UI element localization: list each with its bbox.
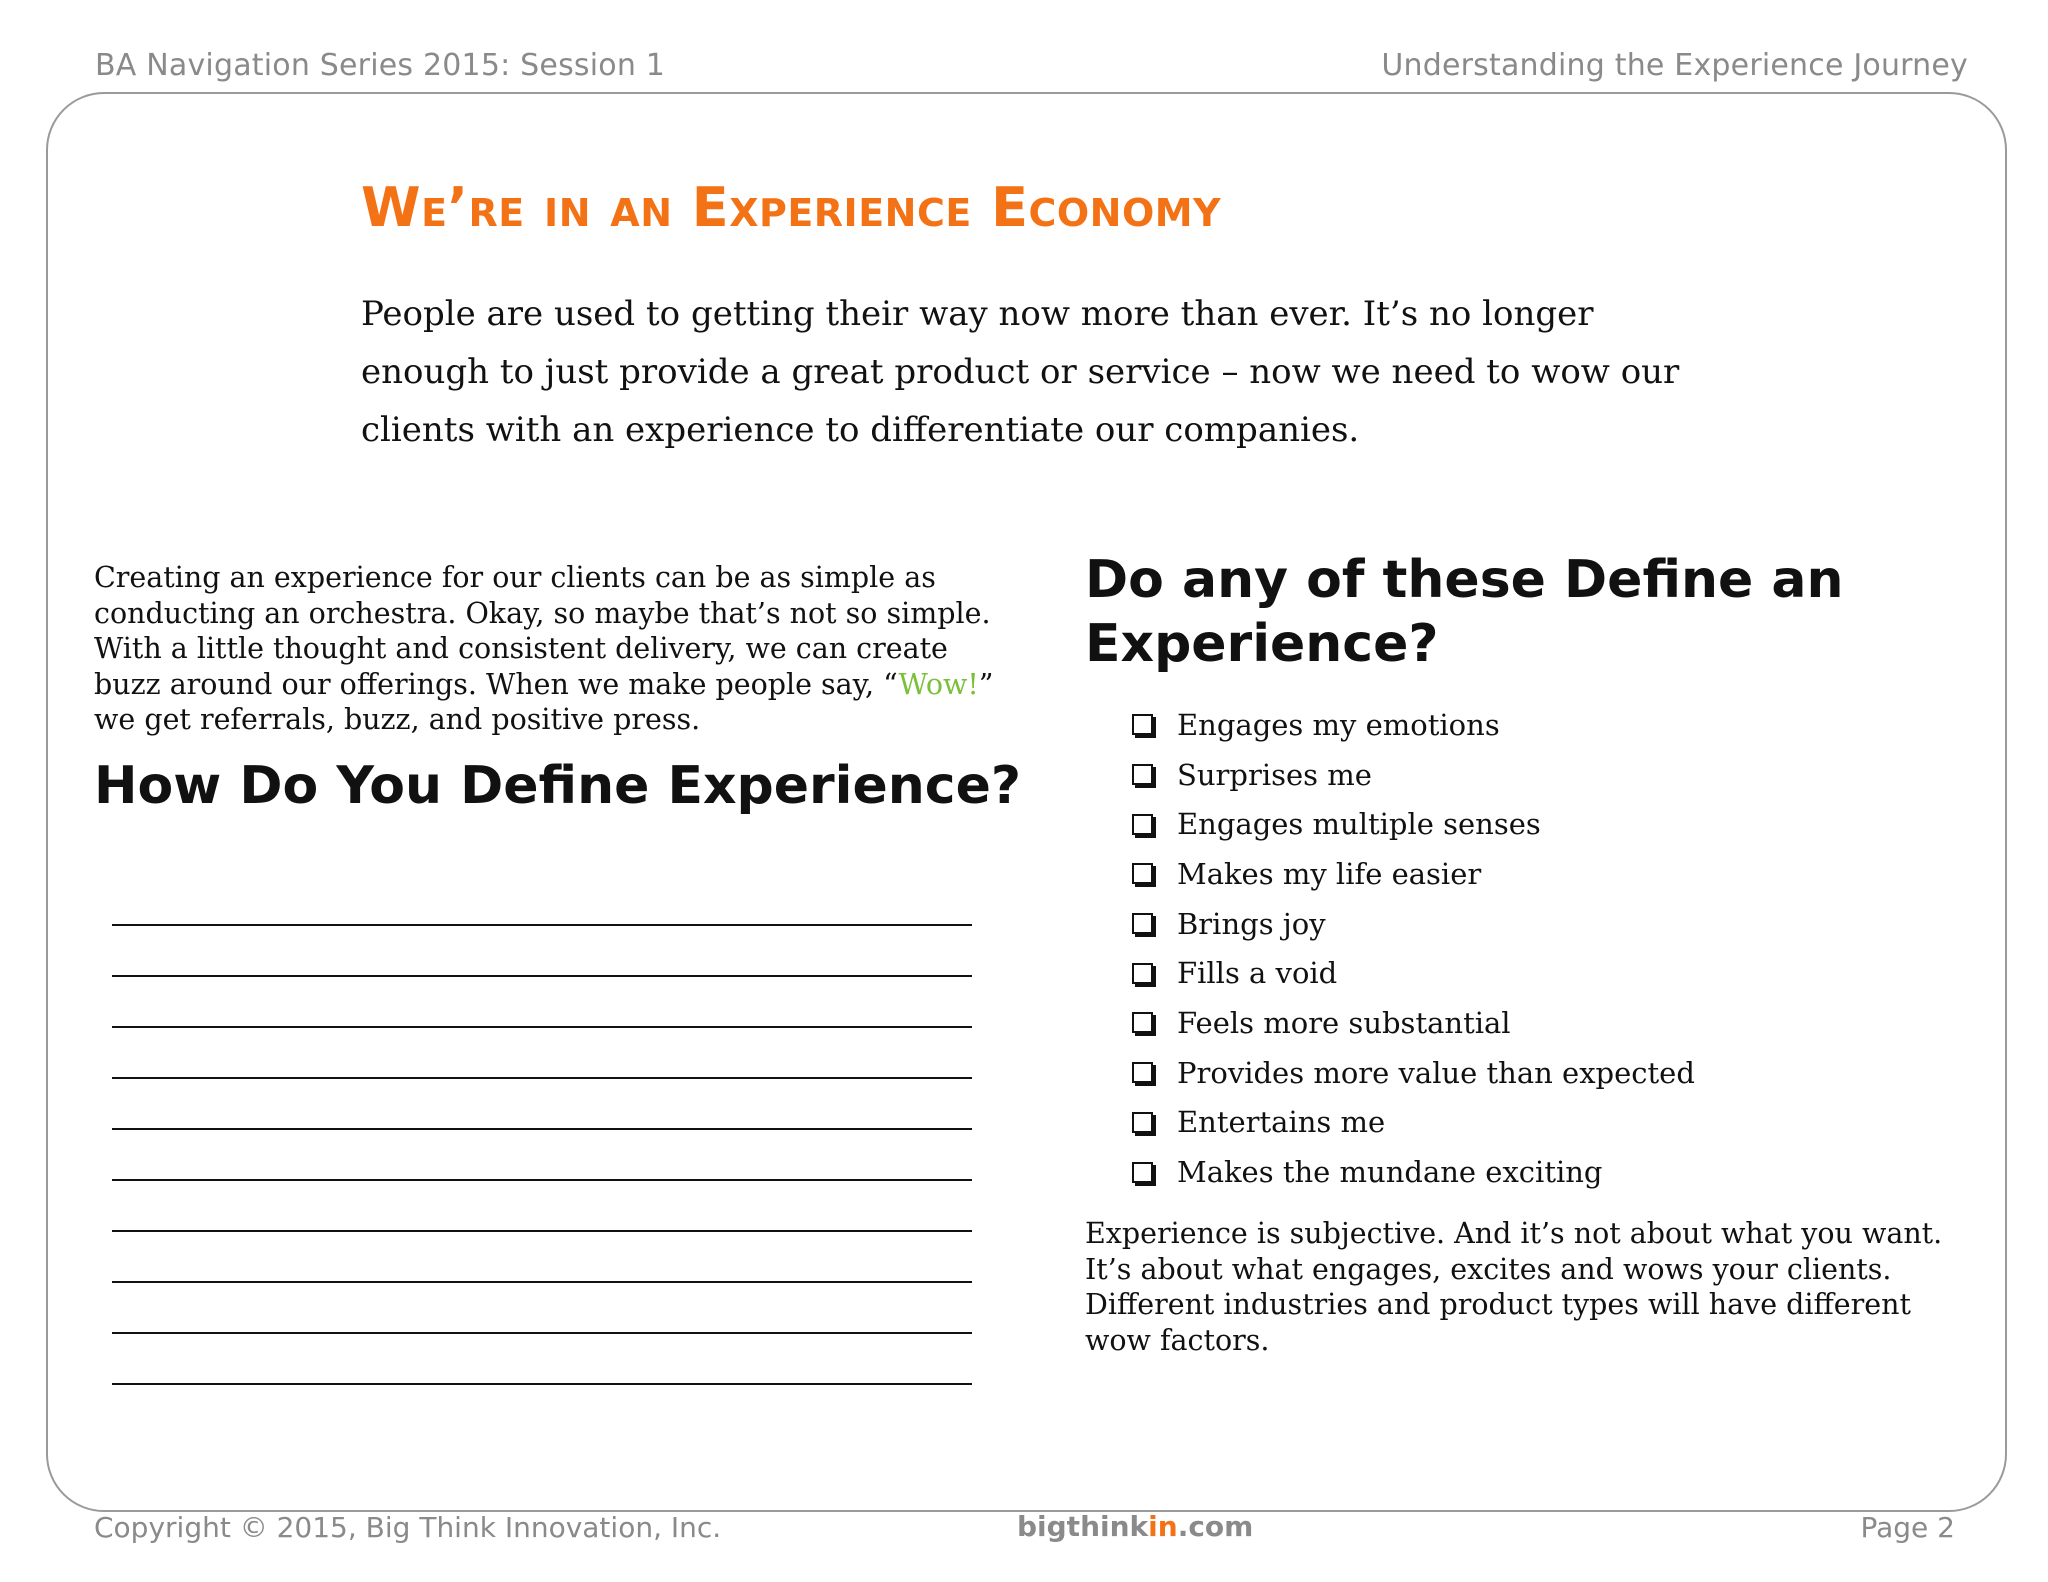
answer-line[interactable] <box>112 1130 972 1181</box>
checklist-item[interactable] <box>1132 849 1695 899</box>
checklist-item-label: Makes my life easier <box>1177 856 1482 891</box>
answer-line[interactable] <box>112 875 972 926</box>
brand-part-3: .com <box>1177 1510 1254 1543</box>
checklist-item-label: Provides more value than expected <box>1177 1055 1695 1090</box>
checkbox-icon[interactable] <box>1132 764 1153 785</box>
checklist-item-label: Brings joy <box>1177 906 1326 941</box>
checklist-item[interactable] <box>1132 948 1695 998</box>
answer-line[interactable] <box>112 1028 972 1079</box>
footer-page-number: Page 2 <box>1860 1511 1955 1544</box>
checklist-item[interactable] <box>1132 899 1695 949</box>
answer-lines <box>112 875 972 1385</box>
checklist-item-label: Engages multiple senses <box>1177 807 1541 842</box>
orchestra-paragraph <box>94 560 994 738</box>
checklist-item[interactable] <box>1132 1098 1695 1148</box>
header-topic: Understanding the Experience Journey <box>1381 48 1968 83</box>
checklist-item[interactable] <box>1132 700 1695 750</box>
header-series: BA Navigation Series 2015: Session 1 <box>95 48 666 83</box>
page-title: We’re in an Experience Economy <box>361 176 1222 239</box>
answer-line[interactable] <box>112 1232 972 1283</box>
checkbox-icon[interactable] <box>1132 863 1153 884</box>
checklist-item-label: Makes the mundane exciting <box>1177 1155 1603 1190</box>
checklist-item-label: Surprises me <box>1177 757 1372 792</box>
answer-line[interactable] <box>112 977 972 1028</box>
checkbox-icon[interactable] <box>1132 1112 1153 1133</box>
footer-copyright: Copyright © 2015, Big Think Innovation, Inc. <box>94 1511 722 1544</box>
checklist-item-label: Feels more substantial <box>1177 1005 1511 1040</box>
answer-line[interactable] <box>112 1283 972 1334</box>
checklist-heading: Do any of these Define an Experience? <box>1085 550 1844 674</box>
brand-part-1: bigthink <box>1017 1510 1149 1543</box>
checklist-item-label: Fills a void <box>1177 956 1338 991</box>
checkbox-icon[interactable] <box>1132 1012 1153 1033</box>
orchestra-text-2: ” we get referrals, buzz, and positive press. <box>94 667 994 736</box>
intro-paragraph: People are used to getting their way now more than ever. It’s no longer enough to just provide a great product or service – now we need to wow our clients with an experience to differentiate our companies. <box>361 294 1680 450</box>
checkbox-icon[interactable] <box>1132 714 1153 735</box>
checklist-item[interactable] <box>1132 1048 1695 1098</box>
checkbox-icon[interactable] <box>1132 913 1153 934</box>
checkbox-icon[interactable] <box>1132 1162 1153 1183</box>
checklist-item[interactable] <box>1132 1147 1695 1197</box>
checklist-item[interactable] <box>1132 799 1695 849</box>
experience-checklist <box>1132 700 1695 1197</box>
checklist-item-label: Entertains me <box>1177 1105 1386 1140</box>
answer-line[interactable] <box>112 1181 972 1232</box>
checklist-item-label: Engages my emotions <box>1177 707 1500 742</box>
answer-line[interactable] <box>112 926 972 977</box>
checkbox-icon[interactable] <box>1132 1062 1153 1083</box>
footer-brand-link[interactable] <box>1017 1510 1253 1543</box>
checklist-item[interactable] <box>1132 750 1695 800</box>
answer-line[interactable] <box>112 1079 972 1130</box>
checkbox-icon[interactable] <box>1132 814 1153 835</box>
brand-part-2: in <box>1148 1510 1178 1543</box>
checkbox-icon[interactable] <box>1132 963 1153 984</box>
orchestra-text-1: Creating an experience for our clients can be as simple as conducting an orchestra. Okay, so maybe that’s not so simple. With a little thought and consistent delivery, we can create buzz around our offerings. When we make people say, “ <box>94 561 991 701</box>
answer-line[interactable] <box>112 1334 972 1385</box>
define-experience-heading: How Do You Define Experience? <box>94 756 1022 816</box>
wow-highlight: Wow! <box>898 667 979 701</box>
checklist-item[interactable] <box>1132 998 1695 1048</box>
subjective-paragraph: Experience is subjective. And it’s not about what you want. It’s about what engages, excites and wows your clients. Different industries and product types will have different wow factors. <box>1085 1217 1943 1357</box>
